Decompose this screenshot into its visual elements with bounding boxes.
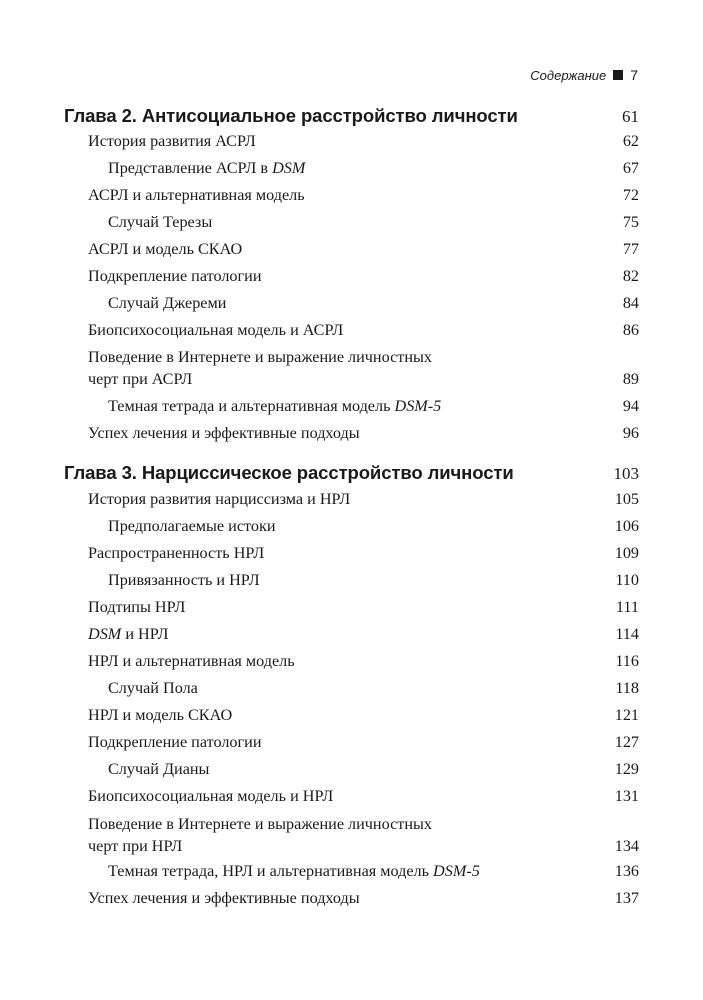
chapter-heading — [64, 462, 639, 486]
toc-entry-page: 121 — [614, 706, 639, 724]
toc-entry — [108, 395, 639, 417]
chapter-title: Глава 2. Антисоциальное расстройство личности — [64, 105, 518, 126]
toc-entry — [88, 422, 639, 444]
toc-entry — [88, 623, 639, 645]
toc-entry-page: 127 — [614, 733, 639, 751]
toc-entry-title: Подкрепление патологии — [88, 267, 262, 285]
toc-entry — [88, 596, 639, 618]
toc-entry — [88, 542, 639, 564]
toc-entry — [88, 265, 639, 287]
toc-entry-page: 109 — [614, 544, 639, 562]
toc-entry-title: Распространенность НРЛ — [88, 544, 265, 562]
toc-entry-title: Случай Терезы — [108, 213, 213, 231]
toc-entry-text: и НРЛ — [121, 625, 169, 643]
toc-entry-title: Случай Дианы — [108, 760, 210, 778]
toc-entry-title: Предполагаемые истоки — [108, 517, 276, 535]
chapter-heading — [64, 105, 639, 129]
toc-entry-title: История развития нарциссизма и НРЛ — [88, 490, 351, 508]
toc-entry-title: АСРЛ и альтернативная модель — [88, 186, 305, 204]
toc-entry-title — [108, 860, 480, 882]
running-head-page-number: 7 — [630, 67, 638, 83]
toc-entry-text: Темная тетрада, НРЛ и альтернативная модель — [108, 862, 434, 880]
toc-entry-page: 131 — [614, 787, 639, 805]
toc-entry-italic-text: DSM — [272, 159, 306, 177]
toc-entry — [108, 860, 639, 882]
toc-entry-title: Случай Пола — [108, 679, 198, 697]
toc-entry-title — [88, 346, 432, 390]
toc-entry-title: Биопсихосоциальная модель и АСРЛ — [88, 321, 344, 339]
toc-entry-page: 106 — [614, 517, 639, 535]
toc-entry-page: 110 — [615, 571, 639, 589]
toc-entry-text: Представление АСРЛ в — [108, 159, 273, 177]
toc-entry-title: Успех лечения и эффективные подходы — [88, 424, 360, 442]
toc-entry-title: НРЛ и альтернативная модель — [88, 652, 295, 670]
toc-entry-page: 62 — [622, 132, 639, 150]
toc-entry-line-1: Поведение в Интернете и выражение личностных — [88, 815, 432, 833]
running-head — [530, 67, 638, 83]
toc-entry-page: 129 — [614, 760, 639, 778]
toc-entry-page: 77 — [622, 240, 639, 258]
toc-entry-page: 67 — [622, 159, 639, 177]
toc-entry — [108, 292, 639, 314]
toc-entry — [88, 238, 639, 260]
chapter-page-number: 103 — [613, 464, 639, 483]
toc-entry-page: 116 — [615, 652, 639, 670]
toc-entry-title — [108, 157, 305, 179]
toc-entry-title: Случай Джереми — [108, 294, 227, 312]
toc-entry-page: 134 — [614, 837, 639, 855]
toc-entry-line-1: Поведение в Интернете и выражение личностных — [88, 348, 432, 366]
toc-entry-title: Подтипы НРЛ — [88, 598, 186, 616]
toc-entry — [88, 346, 639, 390]
toc-entry-title: Успех лечения и эффективные подходы — [88, 889, 360, 907]
toc-entry — [108, 569, 639, 591]
toc-entry-page: 111 — [615, 598, 639, 616]
toc-entry — [108, 758, 639, 780]
toc-entry-text: Темная тетрада и альтернативная модель — [108, 397, 395, 415]
toc-entry-title: НРЛ и модель СКАО — [88, 706, 233, 724]
toc-entry — [88, 650, 639, 672]
toc-entry-page: 86 — [622, 321, 639, 339]
toc-entry — [108, 157, 639, 179]
toc-entry-title: Привязанность и НРЛ — [108, 571, 260, 589]
toc-entry-page: 137 — [614, 889, 639, 907]
toc-entry-page: 84 — [622, 294, 639, 312]
square-bullet-icon — [613, 70, 623, 80]
toc-entry — [88, 488, 639, 510]
toc-entry — [88, 887, 639, 909]
toc-entry-line-2: черт при НРЛ — [88, 837, 183, 855]
chapter-title: Глава 3. Нарциссическое расстройство личности — [64, 462, 514, 483]
toc-entry — [108, 515, 639, 537]
toc-entry-title: АСРЛ и модель СКАО — [88, 240, 243, 258]
toc-entry-page: 82 — [622, 267, 639, 285]
toc-entry-title: Подкрепление патологии — [88, 733, 262, 751]
chapter-page-number: 61 — [622, 107, 639, 126]
toc-entry-page: 118 — [615, 679, 639, 697]
toc-entry — [108, 211, 639, 233]
toc-entry — [88, 785, 639, 807]
toc-entry-title: История развития АСРЛ — [88, 132, 256, 150]
toc-entry — [88, 704, 639, 726]
toc-entry — [88, 813, 639, 857]
toc-entry-title — [88, 623, 169, 645]
toc-entry — [108, 677, 639, 699]
toc-entry-title — [108, 395, 441, 417]
toc-entry-page: 96 — [622, 424, 639, 442]
toc-entry-page: 89 — [622, 370, 639, 388]
toc-entry-italic-text: DSM-5 — [433, 862, 480, 880]
toc-entry-page: 94 — [622, 397, 639, 415]
toc-entry-italic-text: DSM-5 — [394, 397, 442, 415]
toc-entry — [88, 130, 639, 152]
toc-entry-page: 114 — [615, 625, 639, 643]
running-head-section: Содержание — [530, 67, 607, 83]
toc-entry-page: 72 — [622, 186, 639, 204]
toc-entry — [88, 184, 639, 206]
toc-entry-page: 75 — [622, 213, 639, 231]
toc-entry-page: 105 — [614, 490, 639, 508]
toc-entry-title: Биопсихосоциальная модель и НРЛ — [88, 787, 334, 805]
toc-entry-title — [88, 813, 432, 857]
toc-entry-italic-text: DSM — [88, 625, 122, 643]
toc-entry — [88, 319, 639, 341]
toc-entry — [88, 731, 639, 753]
toc-entry-page: 136 — [614, 862, 639, 880]
toc-entry-line-2: черт при АСРЛ — [88, 370, 193, 388]
